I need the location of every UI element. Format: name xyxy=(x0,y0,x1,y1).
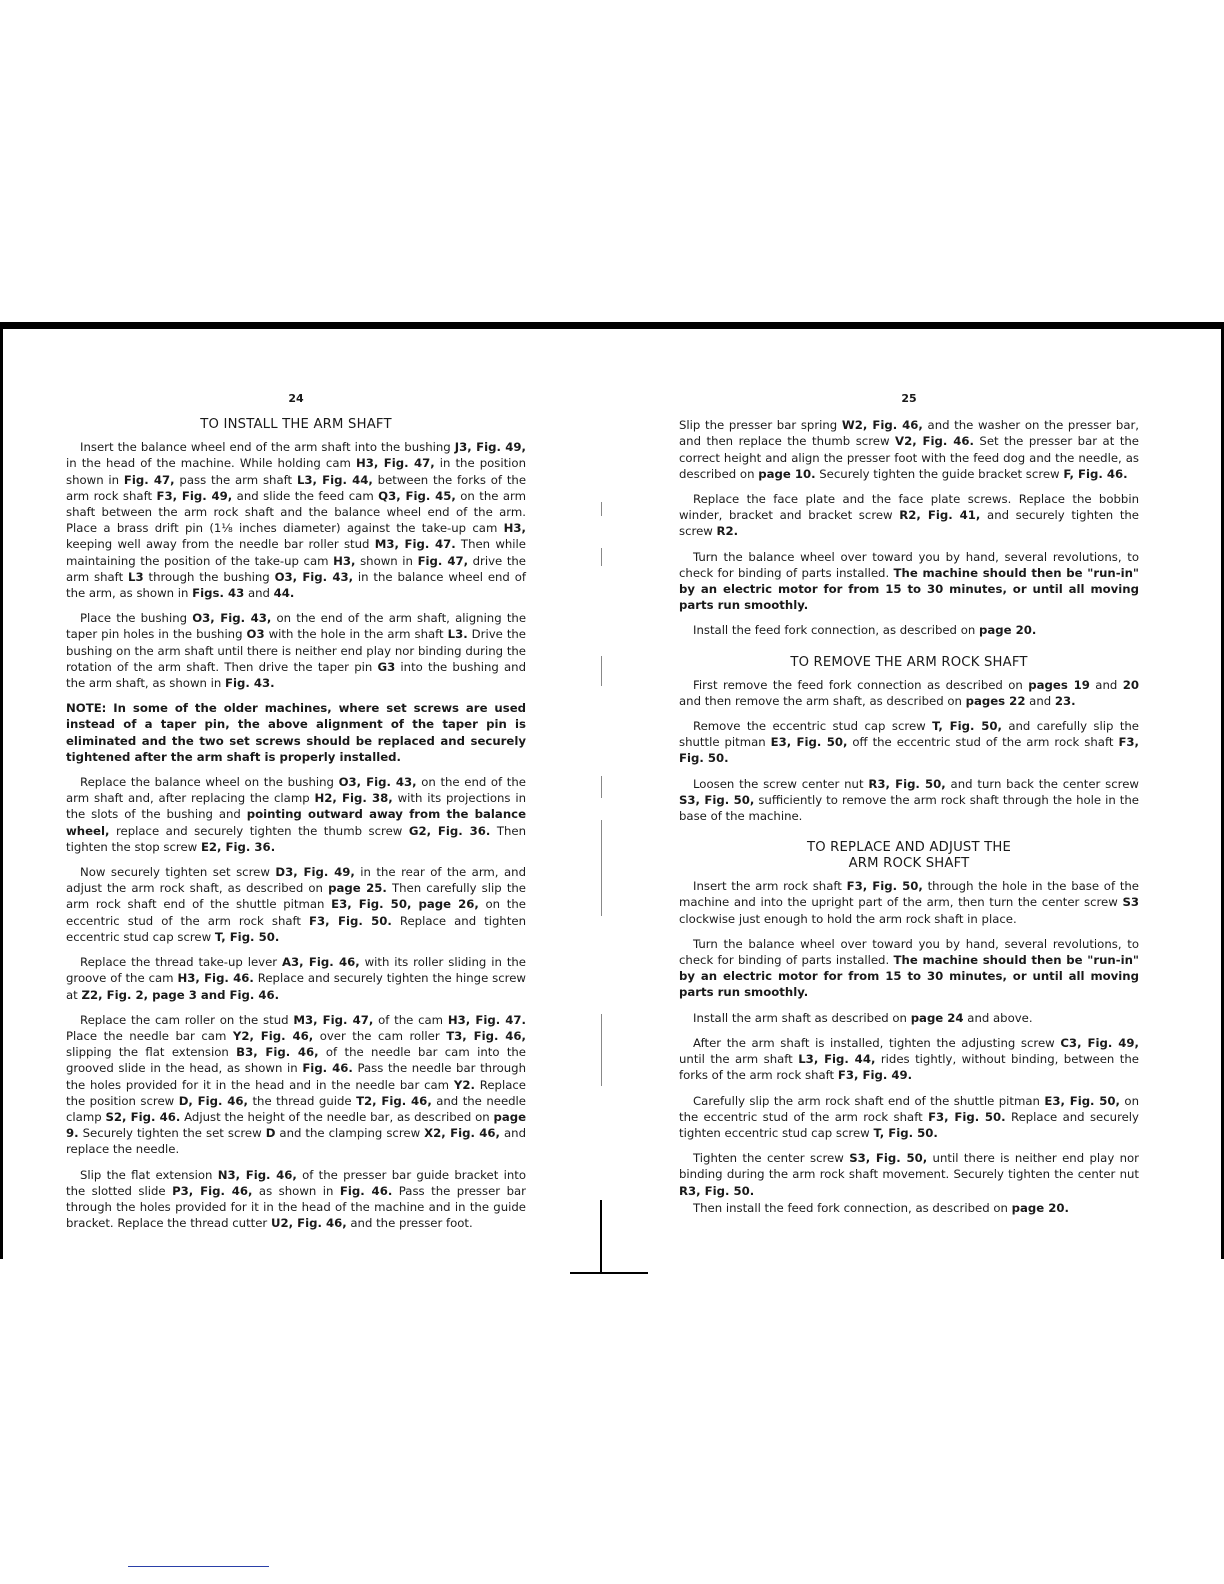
paragraph xyxy=(679,1150,1139,1199)
text-run: Then install the feed fork connection, as described on xyxy=(693,1200,1012,1215)
bold-reference: page 20. xyxy=(1011,1200,1069,1215)
bold-reference: L3. xyxy=(447,627,468,642)
text-run: clockwise just enough to hold the arm rock shaft in place. xyxy=(679,911,1017,926)
text-run: until the arm shaft xyxy=(679,1052,799,1067)
text-run: over the cam roller xyxy=(313,1028,447,1043)
bold-reference: E2, Fig. 36. xyxy=(200,839,276,854)
text-run: and xyxy=(1025,693,1055,708)
bold-reference: E3, Fig. 50, page 26, xyxy=(331,897,479,912)
text-run: Then tighten the stop screw xyxy=(66,823,526,854)
text-run: Replace the cam roller on the stud xyxy=(80,1012,294,1027)
paragraph xyxy=(679,1010,1139,1026)
bold-reference: S2, Fig. 46. xyxy=(105,1109,181,1124)
text-run: Replace and securely tighten the hinge screw at xyxy=(66,971,526,1002)
bold-reference: D xyxy=(265,1126,276,1141)
bold-reference: S3 xyxy=(1122,895,1139,910)
bold-reference: R2. xyxy=(716,524,739,539)
text-run: in the position shown in xyxy=(66,456,526,487)
bold-reference: pages 19 xyxy=(1028,677,1090,692)
bold-reference: F3, Fig. 50, xyxy=(846,879,923,894)
bold-reference: S3, Fig. 50, xyxy=(679,792,755,807)
gutter-mark xyxy=(601,548,602,566)
bold-reference: M3, Fig. 47, xyxy=(293,1012,374,1027)
bold-reference: T2, Fig. 46, xyxy=(356,1093,432,1108)
bold-reference: S3, Fig. 50, xyxy=(849,1151,928,1166)
bold-reference: F3, Fig. 49, xyxy=(156,488,233,503)
bold-reference: Fig. 47, xyxy=(123,472,175,487)
bold-reference: T, Fig. 50, xyxy=(932,719,1002,734)
bold-reference: J3, Fig. 49, xyxy=(454,440,526,455)
text-run: Slip the presser bar spring xyxy=(679,418,842,433)
text-run: Drive the bushing on the arm shaft until there is neither end play nor binding during the rotation of the arm shaft. Then drive the taper pin xyxy=(66,627,526,674)
bold-reference: The machine should then be "run-in" by an electric motor for from 15 to 30 minutes, or until all moving parts run smoothly. xyxy=(679,953,1139,1000)
paragraph xyxy=(679,936,1139,1001)
text-run: Insert the arm rock shaft xyxy=(693,879,847,894)
bold-reference: H3, Fig. 46. xyxy=(177,971,254,986)
page-number: 25 xyxy=(901,392,917,405)
bold-reference: P3, Fig. 46, xyxy=(172,1183,253,1198)
bold-reference: L3, Fig. 44, xyxy=(798,1052,876,1067)
text-run: rides tightly, without binding, between the forks of the arm rock shaft xyxy=(679,1052,1139,1083)
text-run: on the arm shaft between the arm rock shaft and the balance wheel end of the arm. Place a brass drift pin (1⅛ inches diameter) against the take-up cam xyxy=(66,488,527,536)
bold-reference: D3, Fig. 49, xyxy=(275,865,355,880)
paragraph xyxy=(679,776,1139,825)
bold-reference: Fig. 46. xyxy=(302,1061,353,1076)
paragraph xyxy=(679,1035,1139,1084)
bold-reference: O3, Fig. 43, xyxy=(192,611,272,626)
bold-reference: H3, Fig. 47. xyxy=(447,1012,526,1027)
bold-reference: Fig. 43. xyxy=(225,676,275,691)
text-run: of the cam xyxy=(373,1012,448,1027)
bold-reference: pointing outward away from the balance wheel, xyxy=(66,807,526,838)
text-run: replace and securely tighten the thumb screw xyxy=(109,823,409,838)
bold-reference: F3, Fig. 50. xyxy=(679,735,1139,766)
gutter-binding-foot xyxy=(570,1272,648,1274)
text-run: through the hole in the base of the machine and into the upright part of the arm, then turn the center screw xyxy=(679,879,1139,910)
text-run: shown in xyxy=(355,553,418,568)
text-run: Then carefully slip the arm rock shaft end of the shuttle pitman xyxy=(66,881,526,912)
text-run: After the arm shaft is installed, tighten the adjusting screw xyxy=(693,1035,1061,1050)
paragraph xyxy=(679,1200,1139,1216)
section-heading: TO REMOVE THE ARM ROCK SHAFT xyxy=(790,654,1028,670)
bold-reference: Y2. xyxy=(453,1077,475,1092)
text-run: into the bushing and the arm shaft, as shown in xyxy=(66,659,526,691)
text-run: First remove the feed fork connection as described on xyxy=(693,677,1029,692)
text-run: pass the arm shaft xyxy=(174,472,297,487)
gutter-mark xyxy=(601,1014,602,1086)
text-run: and xyxy=(1089,677,1123,692)
bold-reference: H3, xyxy=(503,521,526,536)
bold-reference: Figs. 43 xyxy=(192,586,245,601)
page-left-border xyxy=(0,322,3,1259)
paragraph xyxy=(66,864,526,945)
bold-reference: Fig. 46. xyxy=(339,1183,393,1198)
page-number: 24 xyxy=(288,392,304,405)
text-run: Place the bushing xyxy=(80,611,193,626)
text-run: slipping the flat extension xyxy=(66,1045,237,1060)
text-run: drive the arm shaft xyxy=(66,553,526,584)
text-run: Set the presser bar at the correct height and align the presser foot with the feed dog and the needle, as described on xyxy=(679,434,1139,481)
text-run: Then while maintaining the position of the take-up cam xyxy=(66,537,526,568)
note-paragraph: NOTE: In some of the older machines, where set screws are used instead of a taper pin, the above alignment of the taper pin is eliminated and the two set screws should be replaced and securely tightened after the arm shaft is properly installed. xyxy=(66,701,526,764)
text-run: with its roller sliding in the groove of the cam xyxy=(66,955,526,986)
text-run: and carefully slip the shuttle pitman xyxy=(679,719,1139,750)
bold-reference: F3, Fig. 50. xyxy=(928,1109,1006,1124)
paragraph xyxy=(66,954,526,1003)
text-run: Install the feed fork connection, as described on xyxy=(693,623,979,638)
bold-reference: T, Fig. 50. xyxy=(873,1125,938,1140)
bold-reference: H3, Fig. 47, xyxy=(355,456,435,471)
text-run: Loosen the screw center nut xyxy=(693,776,869,791)
text-run: sufficiently to remove the arm rock shaft through the hole in the base of the machine. xyxy=(679,792,1139,824)
bold-reference: R2, Fig. 41, xyxy=(899,508,981,523)
text-run: Replace the thread take-up lever xyxy=(80,955,282,970)
section-heading: TO REPLACE AND ADJUST THE xyxy=(806,840,1012,856)
bold-reference: F3, Fig. 50. xyxy=(309,913,392,928)
section-heading: TO INSTALL THE ARM SHAFT xyxy=(200,417,392,433)
text-run: Adjust the height of the needle bar, as described on xyxy=(180,1109,494,1124)
bold-reference: A3, Fig. 46, xyxy=(282,955,360,970)
bold-reference: page 24 xyxy=(910,1010,964,1025)
bold-reference: E3, Fig. 50, xyxy=(1044,1093,1120,1108)
bold-reference: page 9. xyxy=(66,1109,527,1141)
text-run: and the washer on the presser bar, and then replace the thumb screw xyxy=(679,418,1139,449)
paragraph xyxy=(66,1167,526,1232)
bold-reference: 44. xyxy=(273,586,295,601)
text-run: Securely tighten the set screw xyxy=(78,1126,266,1141)
text-run: of the presser bar guide bracket into the slotted slide xyxy=(66,1167,526,1198)
bold-reference: N3, Fig. 46, xyxy=(217,1167,297,1182)
paragraph xyxy=(66,1012,526,1158)
text-run: Carefully slip the arm rock shaft end of the shuttle pitman xyxy=(693,1093,1045,1108)
gutter-mark xyxy=(601,656,602,686)
bold-reference: T3, Fig. 46, xyxy=(446,1028,526,1043)
bold-reference: C3, Fig. 49, xyxy=(1060,1035,1139,1050)
bold-reference: L3 xyxy=(128,569,144,584)
bold-reference: page 10. xyxy=(758,466,816,481)
text-run: between the forks of the arm rock shaft xyxy=(66,472,527,503)
text-run: on the eccentric stud of the arm rock shaft xyxy=(679,1093,1139,1124)
text-run: and the needle clamp xyxy=(66,1093,526,1124)
bold-reference: V2, Fig. 46. xyxy=(895,434,974,449)
bold-reference: D, Fig. 46, xyxy=(178,1093,248,1108)
text-run: in the head of the machine. While holding cam xyxy=(66,456,356,471)
text-run: and slide the feed cam xyxy=(232,488,379,503)
bold-reference: O3, Fig. 43, xyxy=(274,569,354,584)
text-run: keeping well away from the needle bar roller stud xyxy=(66,537,375,552)
text-run: Remove the eccentric stud cap screw xyxy=(693,719,933,734)
bold-reference: G3 xyxy=(377,659,396,674)
text-run: Replace and tighten eccentric stud cap screw xyxy=(66,913,526,944)
text-run: off the eccentric stud of the arm rock shaft xyxy=(847,735,1119,750)
bold-reference: F, Fig. 46. xyxy=(1063,466,1128,481)
right-page xyxy=(679,391,1139,1225)
text-run: on the eccentric stud of the arm rock shaft xyxy=(66,897,526,928)
bold-reference: W2, Fig. 46, xyxy=(841,418,923,433)
page-top-border xyxy=(0,322,1224,329)
text-run: with its projections in the slots of the bushing and xyxy=(66,791,526,822)
paragraph xyxy=(679,491,1139,540)
text-run: and turn back the center screw xyxy=(945,776,1139,791)
left-page xyxy=(66,391,526,1240)
bold-reference: R3, Fig. 50. xyxy=(679,1183,755,1198)
bold-reference: 23. xyxy=(1054,693,1076,708)
paragraph xyxy=(679,1093,1139,1142)
text-run: and the presser foot. xyxy=(346,1216,473,1231)
text-run: in the balance wheel end of the arm, as shown in xyxy=(66,569,526,601)
section-heading-line2: ARM ROCK SHAFT xyxy=(848,856,970,872)
text-run: and securely tighten the screw xyxy=(679,508,1140,539)
text-run: of the needle bar cam into the grooved slide in the head, as shown in xyxy=(66,1045,526,1076)
text-run: Pass the needle bar through the holes provided for it in the head and in the needle bar cam xyxy=(66,1061,526,1092)
text-run: Replace the face plate and the face plate screws. Replace the bobbin winder, bracket and bracket screw xyxy=(679,492,1139,523)
text-run: through the bushing xyxy=(143,569,275,584)
text-run: on the end of the arm shaft and, after replacing the clamp xyxy=(66,775,526,806)
bold-reference: page 20. xyxy=(978,623,1037,638)
bold-reference: T, Fig. 50. xyxy=(214,929,280,944)
text-run: as shown in xyxy=(252,1183,340,1198)
paragraph xyxy=(679,677,1139,709)
text-run: Turn the balance wheel over toward you by hand, several revolutions, to check for binding of parts installed. xyxy=(679,936,1139,968)
text-run: and the clamping screw xyxy=(275,1126,425,1141)
gutter-mark xyxy=(601,502,602,516)
text-run: Slip the flat extension xyxy=(80,1167,218,1182)
bold-reference: Q3, Fig. 45, xyxy=(378,488,456,503)
text-run: Now securely tighten set screw xyxy=(80,865,276,880)
bold-reference: O3, Fig. 43, xyxy=(338,775,417,790)
text-run: the thread guide xyxy=(248,1093,357,1108)
bold-reference: pages 22 xyxy=(965,693,1026,708)
text-run: and xyxy=(244,586,274,601)
gutter-binding-stem xyxy=(600,1200,602,1274)
text-run: on the end of the arm shaft, aligning the taper pin holes in the bushing xyxy=(66,611,527,642)
text-run: Securely tighten the guide bracket screw xyxy=(815,466,1064,481)
text-run: Insert the balance wheel end of the arm shaft into the bushing xyxy=(80,440,455,455)
text-run: with the hole in the arm shaft xyxy=(264,627,448,642)
text-run: Replace and securely tighten eccentric stud cap screw xyxy=(679,1109,1139,1140)
bold-reference: G2, Fig. 36. xyxy=(408,823,491,838)
text-run: Replace the position screw xyxy=(66,1077,526,1108)
paragraph xyxy=(66,774,526,855)
bold-reference: The machine should then be "run-in" by an electric motor for from 15 to 30 minutes, or until all moving parts run smoothly. xyxy=(679,565,1139,613)
bold-reference: Fig. 47, xyxy=(417,553,469,568)
footnote-rule xyxy=(128,1566,269,1567)
text-run: in the rear of the arm, and adjust the arm rock shaft, as described on xyxy=(66,865,526,896)
bold-reference: 20 xyxy=(1122,677,1139,692)
bold-reference: R3, Fig. 50, xyxy=(868,776,946,791)
paragraph xyxy=(66,439,526,601)
paragraph xyxy=(679,878,1139,927)
gutter-mark xyxy=(601,776,602,798)
bold-reference: H2, Fig. 38, xyxy=(314,791,393,806)
text-run: and then remove the arm shaft, as described on xyxy=(679,693,966,708)
bold-reference: U2, Fig. 46, xyxy=(270,1216,347,1231)
bold-reference: M3, Fig. 47. xyxy=(374,537,456,552)
bold-reference: page 25. xyxy=(328,881,387,896)
text-run: Turn the balance wheel over toward you by hand, several revolutions, to check for binding of parts installed. xyxy=(679,549,1139,580)
gutter-mark xyxy=(601,820,602,916)
paragraph xyxy=(679,417,1139,482)
text-run: Place the needle bar cam xyxy=(66,1028,233,1043)
bold-reference: F3, Fig. 49. xyxy=(837,1068,913,1083)
text-run: Replace the balance wheel on the bushing xyxy=(80,775,339,790)
bold-reference: L3, Fig. 44, xyxy=(296,472,373,487)
paragraph xyxy=(679,549,1139,614)
text-run: Install the arm shaft as described on xyxy=(693,1010,911,1025)
bold-reference: B3, Fig. 46, xyxy=(236,1045,319,1060)
bold-reference: E3, Fig. 50, xyxy=(770,735,848,750)
bold-reference: O3 xyxy=(246,627,265,642)
text-run: Pass the presser bar through the holes provided for it in the head of the machine and in the guide bracket. Replace the thread cutter xyxy=(66,1183,526,1231)
bold-reference: Y2, Fig. 46, xyxy=(232,1028,314,1043)
text-run: until there is neither end play nor binding during the arm rock shaft movement. Securely tighten the center nut xyxy=(679,1151,1139,1182)
bold-reference: Z2, Fig. 2, page 3 and Fig. 46. xyxy=(81,987,280,1002)
text-run: and replace the needle. xyxy=(66,1126,526,1157)
text-run: and above. xyxy=(963,1010,1033,1025)
paragraph xyxy=(679,622,1139,638)
bold-reference: X2, Fig. 46, xyxy=(424,1126,500,1141)
paragraph xyxy=(66,610,526,691)
paragraph xyxy=(679,718,1139,767)
bold-reference: H3, xyxy=(333,553,356,568)
text-run: Tighten the center screw xyxy=(693,1151,850,1166)
